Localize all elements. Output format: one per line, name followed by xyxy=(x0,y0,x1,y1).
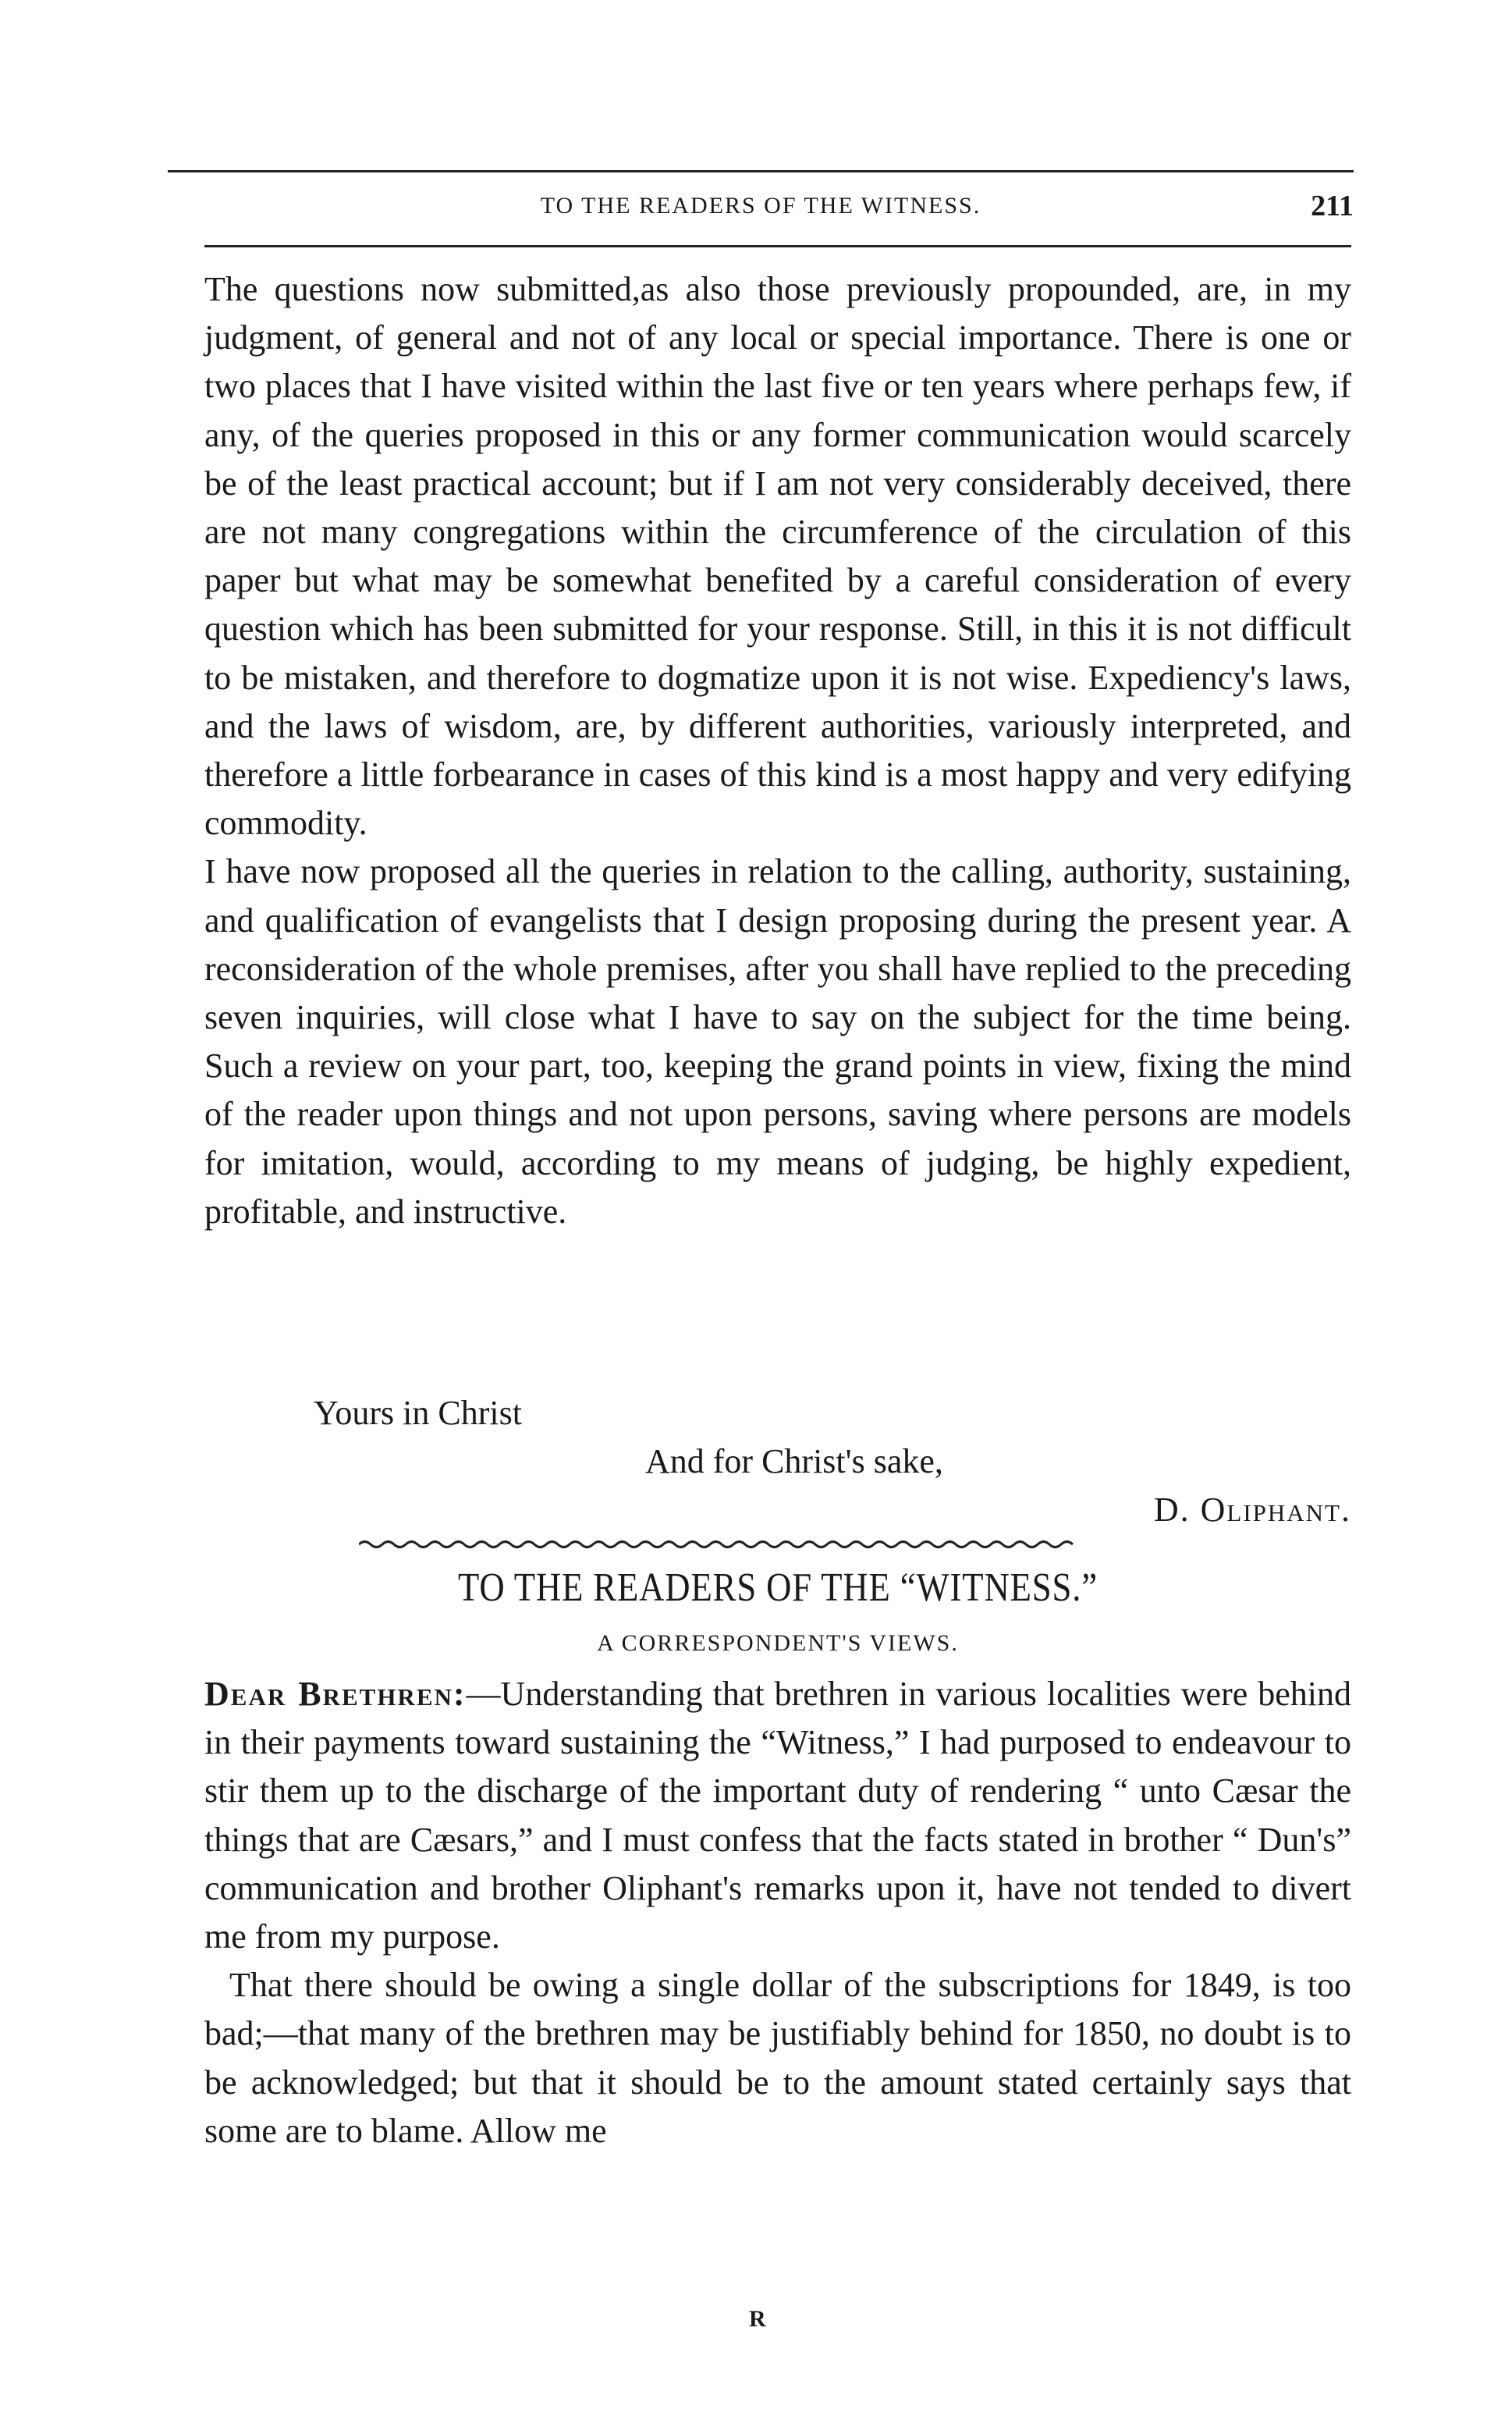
letter-two-paragraph-1 xyxy=(204,1670,1351,1961)
letter-two-paragraph-2: That there should be owing a single dollar of the subscriptions for 1849, is too bad;—that many of the brethren may be justifiably behind for 1850, no doubt is to be acknowledged; but that it should be to the amount stated certainly says that some are to blame. Allow me xyxy=(204,1966,1351,2150)
letter-two-paragraph-1-text: —Understanding that brethren in various localities were behind in their payments toward sustaining the “Witness,” I had purposed to endeavour to stir them up to the discharge of the important duty of rendering “ unto Cæsar the things that are Cæsars,” and I must confess that the facts stated in brother “ Dun's” communication and brother Oliphant's remarks upon it, have not tended to divert me from my purpose. xyxy=(204,1675,1352,1956)
wavy-divider xyxy=(359,1537,1077,1551)
header-rule xyxy=(204,245,1351,247)
closing-line-2: And for Christ's sake, xyxy=(645,1442,943,1480)
section-title: TO THE READERS OF THE “WITNESS.” xyxy=(457,1565,1099,1610)
running-head xyxy=(168,184,1354,228)
letter-one-paragraph-2: I have now proposed all the queries in relation to the calling, authority, sustaining, and qualification of evangelists that I design proposing during the present year. A reconsideration of the whole premises, after you shall have replied to the preceding seven inquiries, will close what I have to say on the subject for the time being. Such a review on your part, too, keeping the grand points in view, fixing the mind of the reader upon things and not upon persons, saving where persons are models for imitation, would, according to my means of judging, be highly expedient, profitable, and instructive. xyxy=(204,852,1351,1231)
running-title: TO THE READERS OF THE WITNESS. xyxy=(540,193,981,219)
letter-one-body xyxy=(204,265,1351,1236)
closing-line-1: Yours in Christ xyxy=(314,1394,522,1432)
top-rule xyxy=(168,170,1354,172)
letter-one-paragraph-1: The questions now submitted,as also those previously propounded, are, in my judgment, of general and not of any local or special importance. There is one or two places that I have visited within the last five or ten years where perhaps few, if any, of the queries proposed in this or any former communication would scarcely be of the least practical account; but if I am not very considerably deceived, there are not many congregations within the circumference of the circulation of this paper but what may be somewhat benefited by a careful consideration of every question which has been submitted for your response. Still, in this it is not difficult to be mistaken, and therefore to dogmatize upon it is not wise. Expediency's laws, and the laws of wisdom, are, by different authorities, variously interpreted, and therefore a little forbearance in cases of this kind is a most happy and very edifying commodity. xyxy=(204,270,1351,843)
letter-one-closing xyxy=(204,1389,1351,1537)
page-number: 211 xyxy=(1311,190,1354,222)
printer-signature-mark: R xyxy=(749,2306,766,2332)
letter-two-body xyxy=(204,1670,1351,2155)
section-subtitle: A CORRESPONDENT'S VIEWS. xyxy=(597,1630,959,1656)
salutation: Dear Brethren: xyxy=(204,1675,467,1713)
signature: D. Oliphant. xyxy=(1153,1491,1351,1529)
